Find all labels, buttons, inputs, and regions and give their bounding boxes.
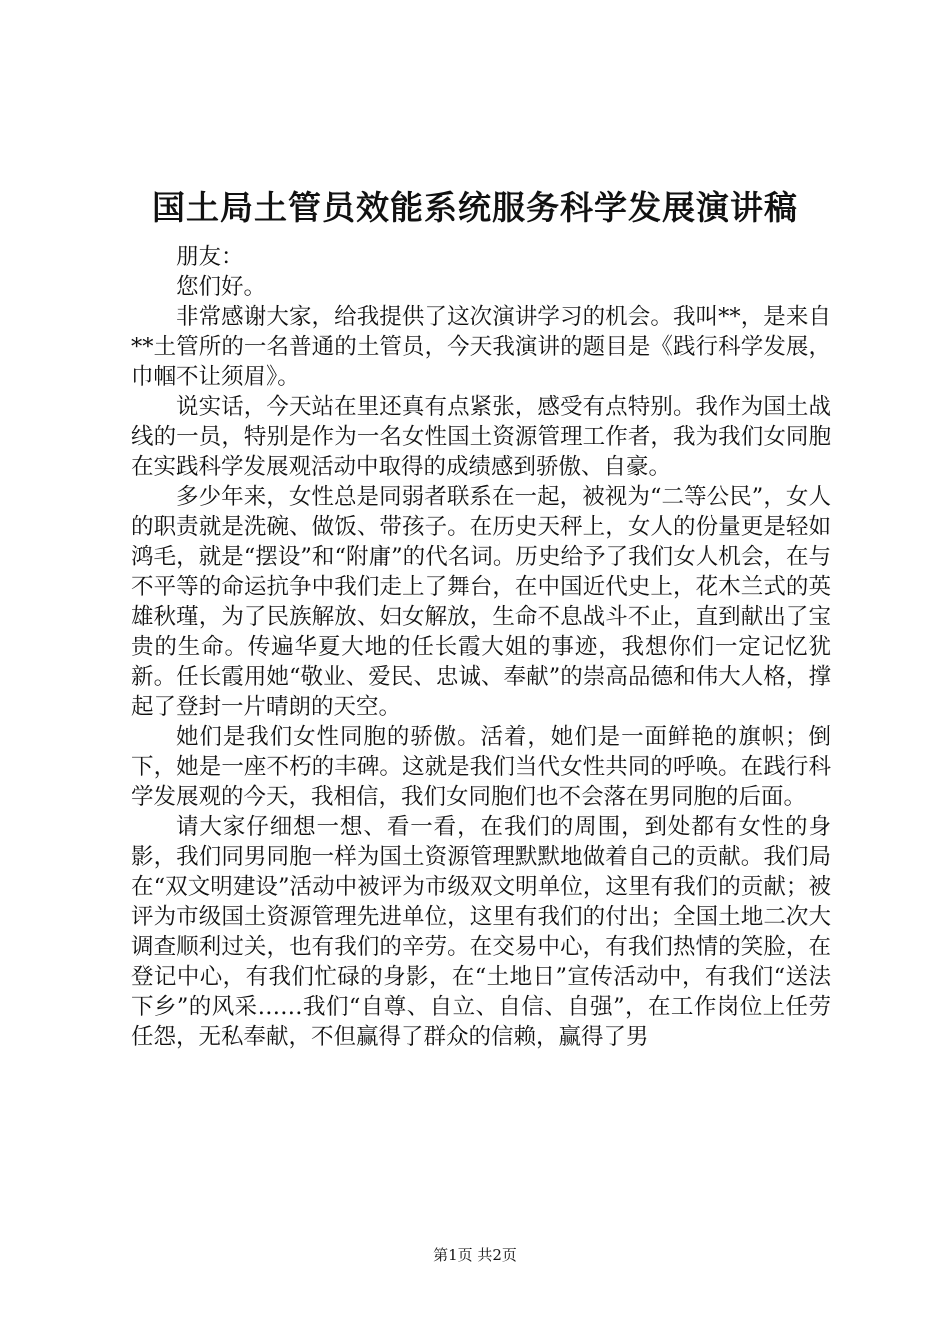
page-footer: 第1页 共2页	[433, 1246, 517, 1264]
paragraph-history: 多少年来，女性总是同弱者联系在一起，被视为“二等公民”，女人的职责就是洗碗、做饭、带孩子。在历史天秤上，女人的份量更是轻如鸿毛，就是“摆设”和“附庸”的代名词。历史给予了我们女人机会，在与不平等的命运抗争中我们走上了舞台，在中国近代史上，花木兰式的英雄秋瑾，为了民族解放、妇女解放，生命不息战斗不止，直到献出了宝贵的生命。传遍华夏大地的任长霞大姐的事迹，我想你们一定记忆犹新。任长霞用她“敬业、爱民、忠诚、奉献”的崇高品德和伟大人格，撑起了登封一片晴朗的天空。	[131, 484, 831, 720]
paragraph-intro: 非常感谢大家，给我提供了这次演讲学习的机会。我叫**，是来自**土管所的一名普通的土管员，今天我演讲的题目是《践行科学发展，巾帼不让须眉》。	[131, 304, 831, 390]
greeting: 您们好。	[176, 274, 267, 300]
paragraph-feeling: 说实话，今天站在里还真有点紧张，感受有点特别。我作为国土战线的一员，特别是作为一名女性国土资源管理工作者，我为我们女同胞在实践科学发展观活动中取得的成绩感到骄傲、自豪。	[131, 394, 831, 480]
salutation: 朋友：	[176, 244, 244, 270]
paragraph-contribution: 请大家仔细想一想、看一看，在我们的周围，到处都有女性的身影，我们同男同胞一样为国土资源管理默默地做着自己的贡献。我们局在“双文明建设”活动中被评为市级双文明单位，这里有我们的贡献；被评为市级国土资源管理先进单位，这里有我们的付出；全国土地二次大调查顺利过关，也有我们的辛劳。在交易中心，有我们热情的笑脸，在登记中心，有我们忙碌的身影，在“土地日”宣传活动中，有我们“送法下乡”的风采……我们“自尊、自立、自信、自强”，在工作岗位上任劳任怨，无私奉献，不但赢得了群众的信赖，赢得了男	[131, 814, 831, 1050]
paragraph-pride: 她们是我们女性同胞的骄傲。活着，她们是一面鲜艳的旗帜；倒下，她是一座不朽的丰碑。这就是我们当代女性共同的呼唤。在践行科学发展观的今天，我相信，我们女同胞们也不会落在男同胞的后面。	[131, 724, 831, 810]
document-body	[131, 242, 831, 1052]
document-title: 国土局土管员效能系统服务科学发展演讲稿	[152, 188, 798, 227]
